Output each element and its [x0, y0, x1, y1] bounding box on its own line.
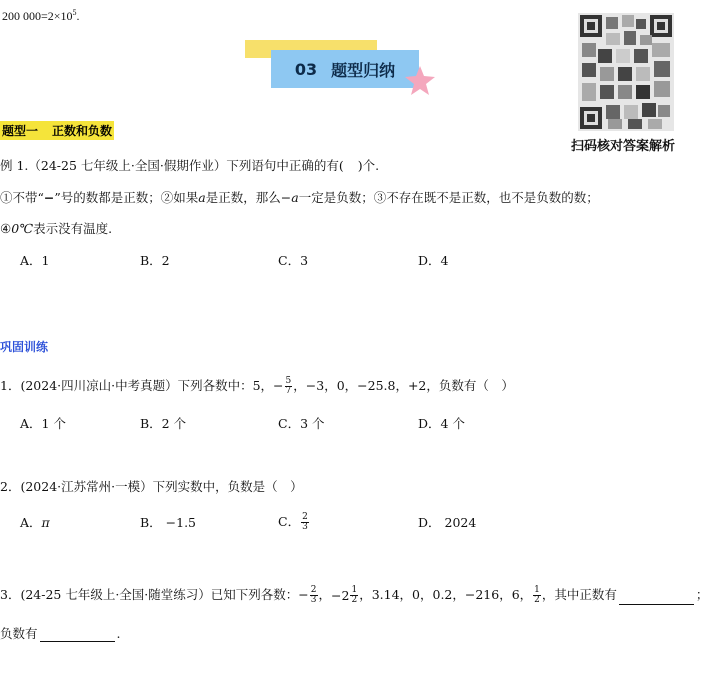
option-c[interactable]: C．3 [278, 253, 309, 268]
option-d[interactable]: D． 2024 [418, 515, 477, 530]
option-d[interactable]: D．4 [418, 253, 449, 268]
example-1-question: 例 1.（24-25 七年级上·全国·假期作业）下列语句中正确的有( )个. [0, 158, 380, 173]
qr-code-image[interactable] [578, 13, 674, 131]
section-banner [271, 50, 419, 88]
qr-caption: 扫码核对答案解析 [571, 139, 676, 154]
answer-blank-positive[interactable] [619, 592, 694, 605]
banner-number: 03 [294, 59, 318, 79]
question-3: 3．(24-25 七年级上·全国·随堂练习）已知下列各数：− $\frac{2}{3}$ ， −2 $\frac{1}{2}$ ，3.14，0，0.2，−216，6， $\frac{1}{2}$ ，其中正数有 ； [0, 585, 708, 605]
fraction: $\frac{5}{7}$ [285, 376, 292, 396]
option-b[interactable]: B．2 [140, 253, 170, 268]
option-c[interactable]: C．3 个 [278, 416, 325, 431]
option-d[interactable]: D．4 个 [418, 416, 465, 431]
practice-heading: 巩固训练 [0, 340, 49, 354]
option-c[interactable]: C． $\frac{2}{3}$ [278, 512, 308, 532]
example-1-statements-line2: ④0℃表示没有温度. [0, 221, 113, 236]
example-1-statements-line1: ①不带“−”号的数都是正数；②如果a是正数，那么−a一定是负数；③不存在既不是正数，也不是负数的数； [0, 190, 599, 205]
question-2-options [20, 512, 476, 532]
star-icon [403, 64, 437, 98]
question-1-options [20, 414, 465, 432]
option-a[interactable]: A．π [20, 515, 50, 530]
option-a[interactable]: A．1 [20, 253, 50, 268]
option-b[interactable]: B． −1.5 [140, 515, 197, 530]
option-a[interactable]: A．1 个 [20, 416, 66, 431]
question-1: 1．(2024·四川凉山·中考真题）下列各数中：5，− $\frac{5}{7}$ ，−3，0，−25.8，+2，负数有（ ） [0, 376, 514, 396]
section-heading: 题型一 正数和负数 [0, 121, 114, 140]
option-b[interactable]: B．2 个 [140, 416, 187, 431]
question-2: 2．(2024·江苏常州·一模）下列实数中，负数是（ ） [0, 479, 303, 494]
banner-title: 题型归纳 [331, 60, 396, 80]
question-3-line2: 负数有 . [0, 626, 121, 641]
example-1-options [20, 251, 448, 269]
top-equation: 200 $000=2\times 10^5$. [2, 8, 80, 23]
answer-blank-negative[interactable] [40, 629, 115, 642]
